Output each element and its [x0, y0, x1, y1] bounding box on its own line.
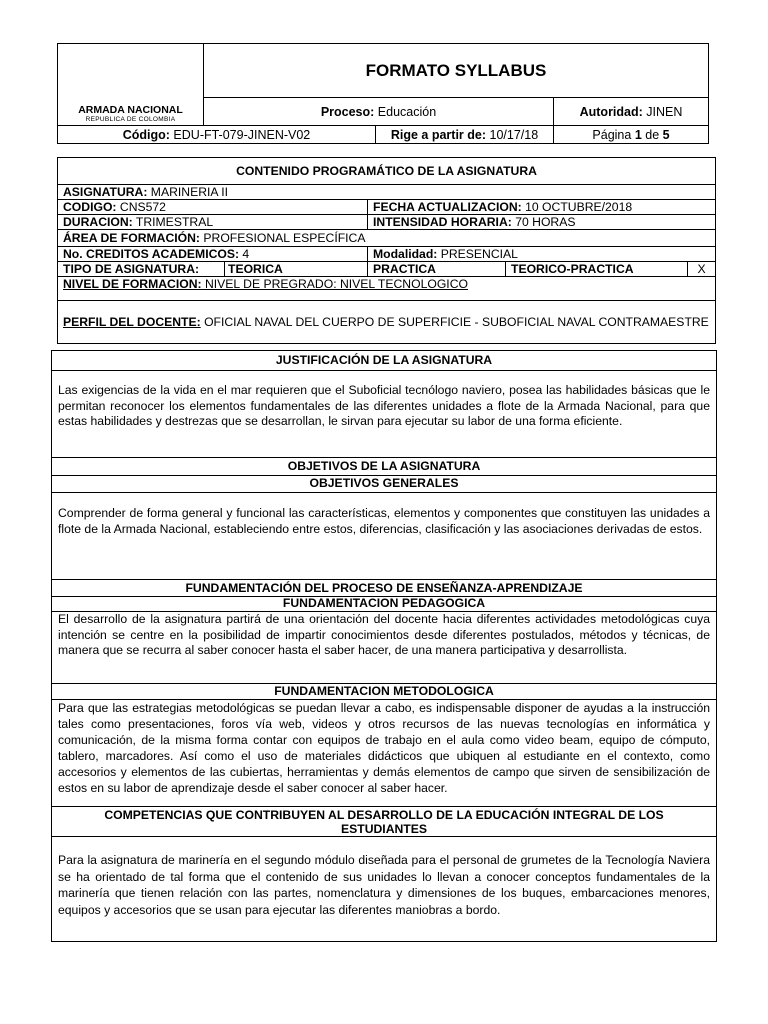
- fecha-label: FECHA ACTUALIZACION:: [373, 200, 522, 214]
- nivel-label: NIVEL DE FORMACION:: [63, 277, 202, 291]
- modalidad-cell: [368, 247, 716, 262]
- competencias-title: COMPETENCIAS QUE CONTRIBUYEN AL DESARROLLO DE LA EDUCACIÓN INTEGRAL DE LOS ESTUDIANTES: [52, 806, 716, 837]
- area-label: ÁREA DE FORMACIÓN:: [63, 231, 200, 245]
- perfil-row: [58, 301, 716, 344]
- perfil-label: PERFIL DEL DOCENTE:: [63, 315, 201, 329]
- pagina-mid: de: [641, 127, 663, 142]
- codigo-label: CODIGO:: [63, 200, 117, 214]
- intensidad-cell: [368, 215, 716, 230]
- logo-block: [58, 44, 204, 126]
- pagina-total: 5: [662, 127, 670, 142]
- fund-metodologica-text: Para que las estrategias metodológicas se puedan llevar a cabo, es indispensable disponer de ayudas a la instrucción tales como presentaciones, foros vía web, videos y otros recursos de las nuevas tecnologías en informática y comunicación, de la misma forma contar con equipos de trabajo en el aula como video beam, equipo de cómputo, tablero, marcadores. Así como el uso de materiales didácticos que ubiquen al estudiante en el contexto, como accesorios y elementos de las cubiertas, herramientas y demás elementos de campo que sirven de sensibilización de estos en su labor de aprendizaje desde el saber conocer al saber hacer.: [58, 701, 710, 795]
- tipo-label-cell: [58, 262, 225, 277]
- pagina-num: 1: [634, 127, 642, 142]
- asignatura-value: MARINERIA II: [147, 185, 228, 199]
- tipo-label: TIPO DE ASIGNATURA:: [63, 262, 200, 276]
- objetivos-text: Comprender de forma general y funcional las características, elementos y componentes que constituyen las unidades a flote de la Armada Nacional, estableciendo entre estos, diferencias, clasificación y las asociaciones derivadas de estos.: [58, 506, 710, 536]
- fecha-cell: [368, 200, 716, 215]
- pagina-prefix: Página: [592, 127, 635, 142]
- org-name: ARMADA NACIONAL: [78, 104, 183, 116]
- creditos-label: No. CREDITOS ACADEMICOS:: [63, 247, 240, 261]
- justificacion-title: JUSTIFICACIÓN DE LA ASIGNATURA: [52, 351, 716, 371]
- nivel-row: [58, 277, 716, 301]
- practica-cell: PRACTICA: [368, 262, 506, 277]
- duracion-label: DURACION:: [63, 215, 133, 229]
- document-title: FORMATO SYLLABUS: [204, 44, 709, 98]
- duracion-value: TRIMESTRAL: [132, 215, 214, 229]
- codigo-doc-label: Código:: [122, 127, 170, 142]
- fund-pedagogica-text: El desarrollo de la asignatura partirá de una orientación del docente hacia diferentes actividades metodológicas cuya intención se centre en la posibilidad de impartir conocimientos desde diferentes postulados, métodos y técnicas, de manera que se recurra al saber conocer hasta el saber hacer, de una manera participativa y desarrollista.: [58, 612, 710, 657]
- modalidad-label: Modalidad:: [373, 247, 438, 261]
- syllabus-body: [51, 350, 717, 942]
- teorica-cell: TEORICA: [225, 262, 368, 277]
- duracion-cell: [58, 215, 368, 230]
- autoridad-label: Autoridad:: [579, 104, 643, 119]
- fecha-value: 10 OCTUBRE/2018: [521, 200, 633, 214]
- proceso-label: Proceso:: [320, 104, 375, 119]
- intensidad-label: INTENSIDAD HORARIA:: [373, 215, 512, 229]
- perfil-value: OFICIAL NAVAL DEL CUERPO DE SUPERFICIE - SUBOFICIAL NAVAL CONTRAMAESTRE: [200, 315, 709, 329]
- codigo-doc-value: EDU-FT-079-JINEN-V02: [169, 127, 311, 142]
- objetivos-subtitle: OBJETIVOS GENERALES: [52, 475, 716, 493]
- codigo-value: CNS572: [116, 200, 166, 214]
- intensidad-value: 70 HORAS: [511, 215, 576, 229]
- nivel-value: NIVEL DE PREGRADO: NIVEL TECNOLOGICO: [201, 277, 468, 291]
- justificacion-text: Las exigencias de la vida en el mar requieren que el Suboficial tecnólogo naviero, posea las habilidades básicas que le permitan reconocer los elementos fundamentales de las diferentes unidades a flote de la Armada Nacional, para que estas habilidades y destrezas que se desarrollan, le sirvan para ejecutar su labor de una forma eficiente.: [58, 383, 710, 428]
- autoridad-value: JINEN: [642, 104, 683, 119]
- area-value: PROFESIONAL ESPECÍFICA: [200, 231, 366, 245]
- proceso-cell: [204, 98, 554, 126]
- pagina-cell: [554, 126, 709, 144]
- asignatura-row: [58, 185, 716, 200]
- creditos-value: 4: [239, 247, 250, 261]
- fundamentacion-title: FUNDAMENTACIÓN DEL PROCESO DE ENSEÑANZA-APRENDIZAJE: [52, 579, 716, 597]
- document-header: [57, 43, 709, 144]
- contenido-table: [57, 157, 716, 344]
- org-subtitle: REPUBLICA DE COLOMBIA: [85, 116, 176, 123]
- codigo-doc-cell: [58, 126, 376, 144]
- rige-label: Rige a partir de:: [390, 127, 487, 142]
- codigo-row: [58, 200, 368, 215]
- rige-cell: [376, 126, 554, 144]
- fund-pedagogica-title: FUNDAMENTACION PEDAGOGICA: [52, 596, 716, 612]
- teorico-practica-mark: X: [688, 262, 716, 277]
- modalidad-value: PRESENCIAL: [437, 247, 518, 261]
- proceso-value: Educación: [374, 104, 437, 119]
- rige-value: 10/17/18: [486, 127, 539, 142]
- autoridad-cell: [554, 98, 709, 126]
- fund-metodologica-title: FUNDAMENTACION METODOLOGICA: [52, 683, 716, 700]
- asignatura-label: ASIGNATURA:: [63, 185, 148, 199]
- contenido-title: CONTENIDO PROGRAMÁTICO DE LA ASIGNATURA: [58, 158, 716, 185]
- area-row: [58, 230, 716, 247]
- creditos-cell: [58, 247, 368, 262]
- teorico-practica-cell: TEORICO-PRACTICA: [506, 262, 688, 277]
- competencias-text: Para la asignatura de marinería en el segundo módulo diseñada para el personal de grumetes de la Tecnología Naviera se ha orientado de tal forma que el contenido de sus unidades lo llevan a conocer conceptos fundamentales de la marinería que tienen relación con las partes, nomenclatura y dimensiones de los buques, embarcaciones menores, equipos y accesorios que se usan para ejecutar las diferentes maniobras a bordo.: [58, 853, 710, 917]
- objetivos-title: OBJETIVOS DE LA ASIGNATURA: [52, 457, 716, 476]
